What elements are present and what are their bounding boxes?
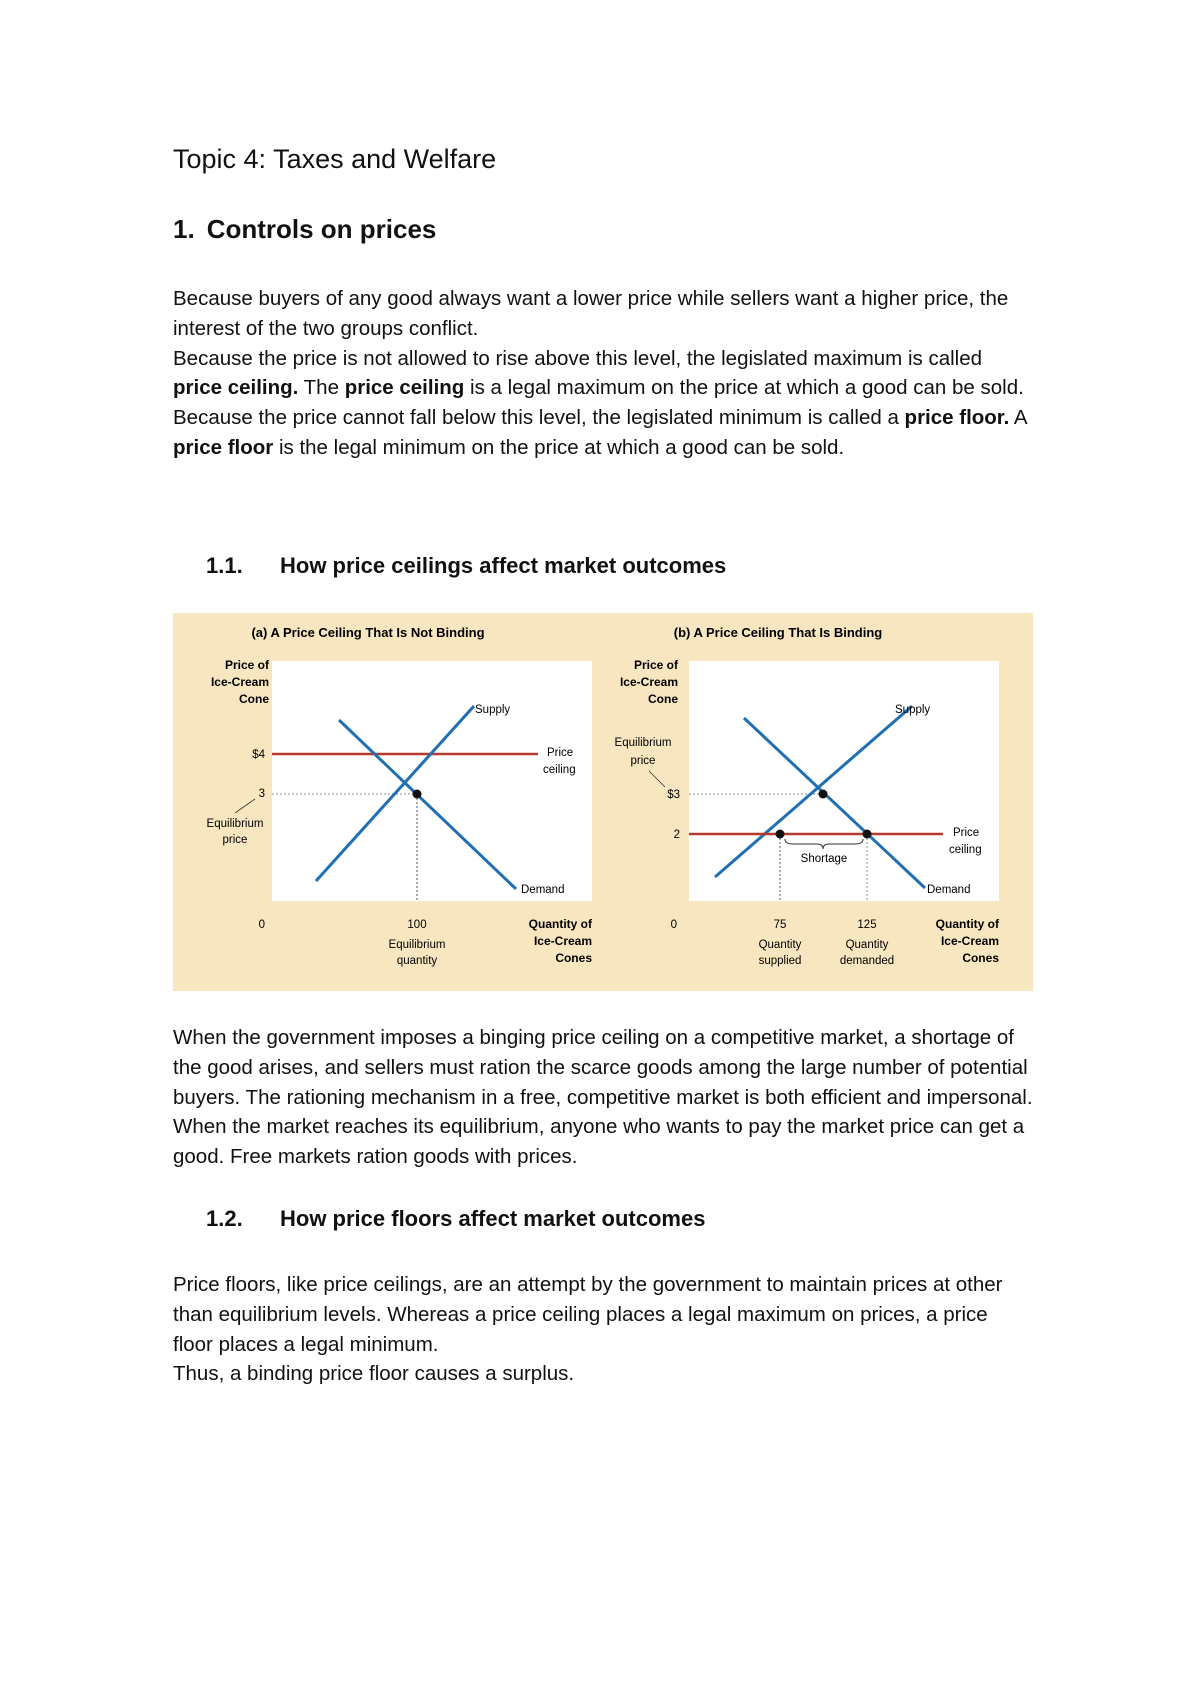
panel-b-x-tick: 75 [773,919,787,931]
panel-b-ceiling-label-line: Price [953,827,980,839]
term-price-floor: price floor. [904,406,1010,430]
panel-b-equilibrium-pointer [649,771,665,787]
panel-b-ceiling-label-line: ceiling [949,844,982,856]
x-axis-label-line: Ice-Cream [940,934,999,948]
panel-a-y-tick-ceiling: $4 [252,749,265,761]
term-price-ceiling: price ceiling. [173,376,299,400]
panel-b-equilibrium-annotation-line: price [630,755,656,767]
x-axis-label-line: Quantity of [528,917,592,931]
panel-b-equilibrium-point [819,790,828,799]
panel-b-plot-area [689,661,999,901]
section-1-1-heading [206,553,726,579]
panel-a-y-axis-label [211,658,270,706]
panel-a-x-axis-label [529,917,593,965]
panel-a-plot-area [272,661,592,901]
x-axis-label-line: Cones [962,951,999,965]
panel-a-demand-label: Demand [521,884,565,896]
panel-b-demand-label: Demand [927,884,971,896]
panel-b-y-tick-ceiling: 2 [673,829,680,841]
sentence: Because the price is not allowed to rise above this level, the legislated maximum is called [173,346,983,370]
panel-a-y-tick-equilibrium: 3 [258,788,265,800]
text-fragment: is a legal maximum on the price at which a good can be sold. [464,376,1024,400]
y-axis-label-line: Cone [648,692,678,706]
sentence: Thus, a binding price floor causes a surplus. [173,1362,575,1386]
x-axis-label-line: Cones [555,951,592,965]
y-axis-label-line: Price of [633,658,678,672]
panel-a-equilibrium-annotation-line: Equilibrium [206,818,264,830]
panel-b-equilibrium-annotation-line: Equilibrium [614,737,672,749]
rationing-paragraph: When the government imposes a binging price ceiling on a competitive market, a shortage of the good arises, and sellers must ration the scarce goods among the large number of potential buyers. The rationing mechanism in a free, competitive market is both efficient and impersonal. When the market reaches its equilibrium, anyone who wants to pay the market price can get a good. Free markets ration goods with prices. [173,1026,1033,1169]
term-price-ceiling: price ceiling [344,376,465,400]
section-number: 1.1. [206,553,243,578]
y-axis-label-line: Ice-Cream [210,675,269,689]
panel-a-x-tick-annotation-line: quantity [396,955,438,967]
panel-b-x-tick-annotation-line: demanded [839,955,895,967]
panel-b-x-tick-annotation-line: Quantity [758,939,802,951]
panel-a-x-tick-annotation-line: Equilibrium [388,939,446,951]
panel-b-supply-label: Supply [895,704,931,716]
panel-b-quantity-supplied-point [776,830,785,839]
y-axis-label-line: Ice-Cream [619,675,678,689]
price-ceiling-diagram [173,613,1033,991]
panel-a-equilibrium-annotation-line: price [222,834,248,846]
section-number: 1. [173,214,195,244]
section-title: Controls on prices [206,214,437,244]
panel-b-title: (b) A Price Ceiling That Is Binding [673,625,883,640]
intro-paragraph [173,284,1033,463]
panel-b-quantity-demanded-point [863,830,872,839]
panel-b-y-axis-label [620,658,679,706]
panel-b-x-axis-label [936,917,1000,965]
panel-a-x-tick: 100 [407,919,427,931]
panel-a-supply-label: Supply [475,704,511,716]
panel-a-ceiling-label-line: Price [547,747,574,759]
price-ceiling-figure [173,613,1033,991]
section-number: 1.2. [206,1206,243,1231]
section-1-2-heading [206,1206,705,1232]
section-1-heading [173,214,436,245]
section-title: How price floors affect market outcomes [280,1206,706,1231]
document-title: Topic 4: Taxes and Welfare [173,144,497,174]
panel-b-y-tick-equilibrium: $3 [667,789,680,801]
panel-b-shortage-label: Shortage [800,853,848,865]
text-fragment: A [1009,406,1027,430]
price-floor-paragraph [173,1270,1033,1389]
panel-a-ceiling-label-line: ceiling [543,764,576,776]
panel-b-x-tick-annotation-line: supplied [758,955,802,967]
panel-a-equilibrium-pointer [235,799,255,813]
panel-a-title: (a) A Price Ceiling That Is Not Binding [251,625,485,640]
term-price-floor: price floor [173,435,274,459]
text-fragment: The [298,376,345,400]
sentence: Price floors, like price ceilings, are an attempt by the government to maintain prices at other than equilibrium levels. Whereas a price ceiling places a legal maximum on prices, a price floor places a legal minimum. [173,1273,1003,1356]
y-axis-label-line: Cone [239,692,269,706]
text-fragment: is the legal minimum on the price at which a good can be sold. [273,435,845,459]
x-axis-label-line: Ice-Cream [533,934,592,948]
panel-a-origin: 0 [258,919,265,931]
sentence: Because the price cannot fall below this level, the legislated minimum is called a [173,406,905,430]
panel-b-origin: 0 [670,919,677,931]
sentence: Because buyers of any good always want a lower price while sellers want a higher price, the interest of the two groups conflict. [173,287,1009,340]
section-title: How price ceilings affect market outcomes [280,553,727,578]
panel-a-equilibrium-point [413,790,422,799]
x-axis-label-line: Quantity of [935,917,999,931]
y-axis-label-line: Price of [224,658,269,672]
panel-b-x-tick: 125 [857,919,877,931]
panel-b-x-tick-annotation-line: Quantity [845,939,889,951]
